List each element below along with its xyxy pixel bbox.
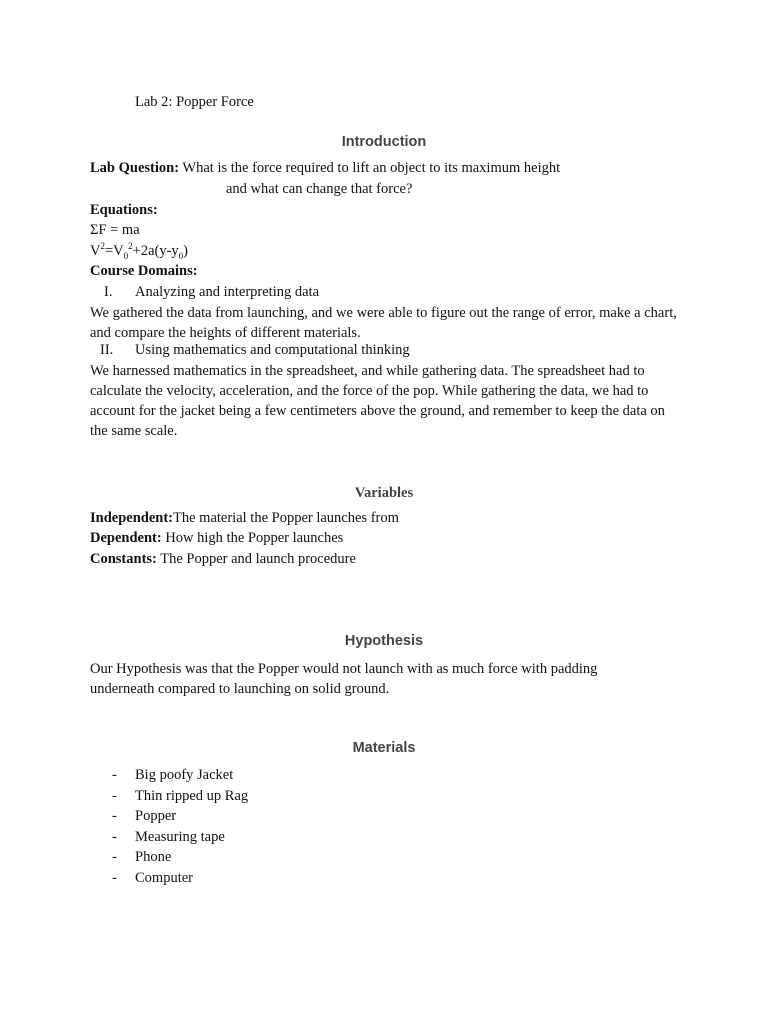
lab-question-text: What is the force required to lift an object to its maximum height xyxy=(182,160,561,176)
materials-bullet: - xyxy=(112,788,117,804)
equation-kinematic: $V^2=V_0^2+2a(y-y_0)$ xyxy=(90,241,189,261)
domain2-text: We harnessed mathematics in the spreadsheet, and while gathering data. The spreadsheet had to calculate the velocity, acceleration, and the force of the pop. While gathering the data, we had to account for the jacket being a few centimeters above the ground, and remember to keep the data on the same scale. xyxy=(90,363,665,439)
document-title: Lab 2: Popper Force xyxy=(135,94,254,110)
equations-label: Equations: xyxy=(90,202,158,218)
material-item: Popper xyxy=(135,808,177,824)
equation-net-force: ΣF = ma xyxy=(90,222,140,238)
lab-question-label: Lab Question: xyxy=(90,160,180,176)
domain2-number: II. xyxy=(100,342,114,358)
domain1-text: We gathered the data from launching, and we were able to figure out the range of error, make a chart, and compare the heights of different materials. xyxy=(90,305,677,341)
material-item: Computer xyxy=(135,870,193,886)
introduction-heading: Introduction xyxy=(341,134,427,150)
materials-heading: Materials xyxy=(352,740,416,756)
materials-bullet: - xyxy=(112,767,117,783)
course-domains-label: Course Domains: xyxy=(90,263,198,279)
materials-bullet: - xyxy=(112,870,117,886)
domain1-title: Analyzing and interpreting data xyxy=(135,284,320,300)
domain2-title: Using mathematics and computational thinking xyxy=(135,342,410,358)
lab-question-line1 xyxy=(90,160,560,177)
hypothesis-text: Our Hypothesis was that the Popper would not launch with as much force with padding underneath compared to launching on solid ground. xyxy=(90,661,598,697)
lab-question-line2: and what can change that force? xyxy=(226,181,413,197)
materials-bullet: - xyxy=(112,849,117,865)
hypothesis-heading: Hypothesis xyxy=(344,633,424,649)
material-item: Phone xyxy=(135,849,172,865)
variables-heading: Variables xyxy=(354,485,414,501)
materials-bullet: - xyxy=(112,808,117,824)
material-item: Measuring tape xyxy=(135,829,225,845)
material-item: Thin ripped up Rag xyxy=(135,788,249,804)
dependent-variable: Dependent: How high the Popper launches xyxy=(90,530,344,546)
independent-variable: Independent:The material the Popper launches from xyxy=(90,510,399,526)
constants-variable: Constants: The Popper and launch procedure xyxy=(90,551,356,567)
domain1-number: I. xyxy=(104,284,113,300)
materials-bullet: - xyxy=(112,829,117,845)
material-item: Big poofy Jacket xyxy=(135,767,234,783)
